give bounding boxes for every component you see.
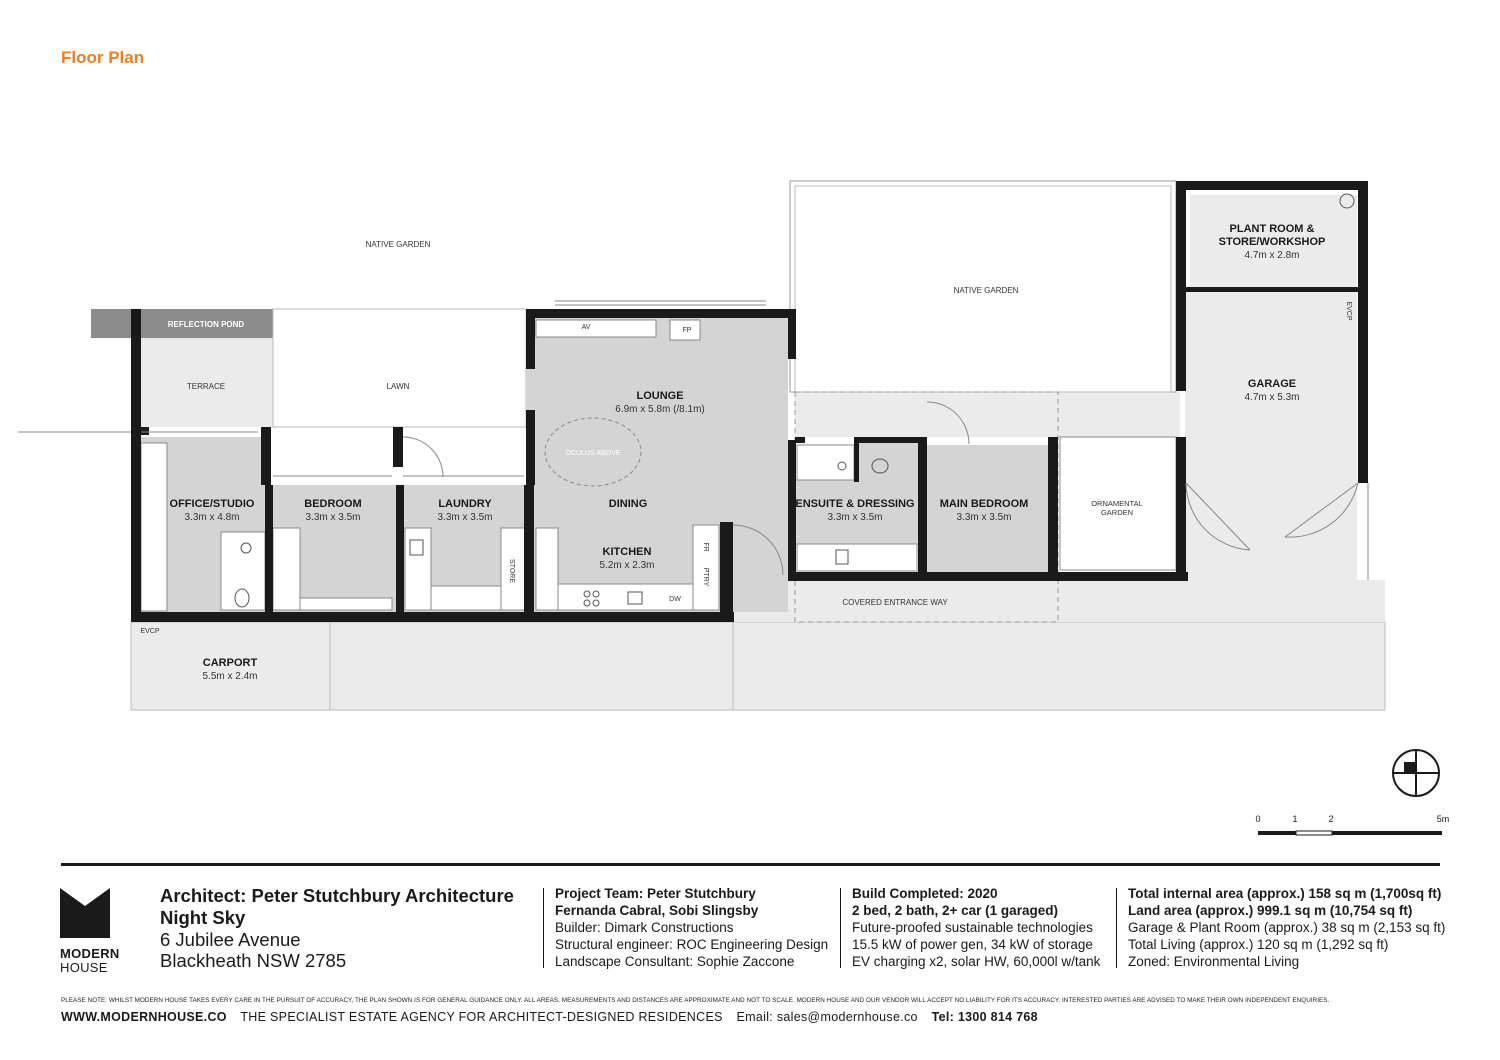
power-line: 15.5 kW of power gen, 34 kW of storage xyxy=(852,937,1093,952)
project-team-names: Fernanda Cabral, Sobi Slingsby xyxy=(555,903,759,918)
architect-line: Architect: Peter Stutchbury Architecture xyxy=(160,885,514,906)
footer-bar xyxy=(61,1010,1048,1024)
ensuite-vanity xyxy=(797,544,917,571)
entry-passage xyxy=(795,392,1180,437)
logo-line-1: MODERN xyxy=(60,946,120,961)
website-link[interactable]: WWW.MODERNHOUSE.CO xyxy=(61,1010,227,1024)
plant-room-dims: 4.7m x 2.8m xyxy=(1244,250,1300,261)
av-unit xyxy=(536,320,656,337)
office-joinery xyxy=(141,443,167,611)
land-area-line: Land area (approx.) 999.1 sq m (10,754 sq ft) xyxy=(1128,903,1413,918)
ornamental-label-2: GARDEN xyxy=(1100,508,1134,517)
bedroom-name: BEDROOM xyxy=(304,498,362,510)
build-info xyxy=(852,885,1100,970)
av-label: AV xyxy=(581,324,591,331)
office-dims: 3.3m x 4.8m xyxy=(184,512,240,523)
living-area-line: Total Living (approx.) 120 sq m (1,292 sq ft) xyxy=(1128,937,1389,952)
logo-line-2: HOUSE xyxy=(60,960,108,975)
main-bedroom-name: MAIN BEDROOM xyxy=(939,498,1029,510)
covered-entrance-area xyxy=(733,580,1385,622)
internal-area-line: Total internal area (approx.) 158 sq m (1,700sq ft) xyxy=(1128,886,1442,901)
sustainable-line: Future-proofed sustainable technologies xyxy=(852,920,1093,935)
laundry-bench-base xyxy=(431,586,501,610)
scale-tick-2: 2 xyxy=(1328,814,1334,824)
native-garden-right-label: NATIVE GARDEN xyxy=(953,286,1019,295)
zoning-line: Zoned: Environmental Living xyxy=(1128,954,1300,969)
bedroom-dims: 3.3m x 3.5m xyxy=(305,512,361,523)
disclaimer: PLEASE NOTE: WHILST MODERN HOUSE TAKES EVERY CARE IN THE PURSUIT OF ACCURACY, THE PLAN SHOWN IS FOR GENERAL GUIDANCE ONLY. ALL AREAS, MEASUREMENTS AND DISTANCES ARE APPROXIMATE AND NOT TO SCALE. MODERN HOUSE AND OUR VENDOR WILL ACCEPT NO LIABILITY FOR ITS ACCURACY. INTERESTED PARTIES ARE ADVISED TO MAKE THEIR OWN INDEPENDENT ENQUIRIES. xyxy=(61,997,1330,1004)
carport-name: CARPORT xyxy=(202,657,258,669)
laundry-name: LAUNDRY xyxy=(438,498,492,510)
bedroom-shelf xyxy=(300,598,392,610)
evcp-garage-label: EVCP xyxy=(1345,301,1352,321)
kitchen-bench-left xyxy=(536,528,558,610)
property-info xyxy=(160,885,514,971)
address-line-2: Blackheath NSW 2785 xyxy=(160,950,347,971)
lounge-fill xyxy=(526,317,788,612)
carport-dims: 5.5m x 2.4m xyxy=(202,671,258,682)
phone-link[interactable]: Tel: 1300 814 768 xyxy=(931,1010,1038,1024)
carport-driveway-area xyxy=(131,622,1385,710)
kitchen-dims: 5.2m x 2.3m xyxy=(599,560,655,571)
house-name: Night Sky xyxy=(160,907,246,928)
garage-area-line: Garage & Plant Room (approx.) 38 sq m (2,153 sq ft) xyxy=(1128,920,1446,935)
oculus-label: OCULUS ABOVE xyxy=(565,450,621,457)
column-separator xyxy=(543,888,544,968)
covered-entrance-label: COVERED ENTRANCE WAY xyxy=(842,598,948,607)
area-info xyxy=(1128,885,1445,970)
dining-name: DINING xyxy=(608,498,648,510)
modern-house-logo xyxy=(60,888,130,975)
footer-rule xyxy=(61,863,1440,866)
engineer-line: Structural engineer: ROC Engineering Design xyxy=(555,937,829,952)
landscape-line: Landscape Consultant: Sophie Zaccone xyxy=(555,954,795,969)
north-compass-icon xyxy=(1393,750,1439,796)
native-garden-left-label: NATIVE GARDEN xyxy=(365,240,431,249)
laundry-dims: 3.3m x 3.5m xyxy=(437,512,493,523)
project-team-info xyxy=(555,885,828,970)
ev-line: EV charging x2, solar HW, 60,000l w/tank xyxy=(852,954,1101,969)
column-separator xyxy=(1116,888,1117,968)
garage-floor xyxy=(1185,290,1357,580)
plant-room-name: PLANT ROOM & xyxy=(1229,223,1315,235)
ensuite-name: ENSUITE & DRESSING xyxy=(795,498,915,510)
lounge-dims: 6.9m x 5.8m (/8.1m) xyxy=(615,404,705,415)
plant-room-name-2: STORE/WORKSHOP xyxy=(1218,236,1326,248)
fp-label: FP xyxy=(682,327,692,334)
fr-label: FR xyxy=(702,542,709,552)
builder-line: Builder: Dimark Constructions xyxy=(555,920,734,935)
bedroom-robe xyxy=(273,528,300,610)
lawn-area xyxy=(273,309,526,427)
lawn-label: LAWN xyxy=(386,382,410,391)
dw-label: DW xyxy=(669,596,681,603)
kitchen-name: KITCHEN xyxy=(602,546,652,558)
scale-tick-0: 0 xyxy=(1255,814,1261,824)
office-name: OFFICE/STUDIO xyxy=(169,498,255,510)
lounge-name: LOUNGE xyxy=(636,390,684,402)
ornamental-label: ORNAMENTAL xyxy=(1091,499,1143,508)
wc-fill xyxy=(858,443,918,483)
page-title: Floor Plan xyxy=(61,48,145,67)
column-separator xyxy=(840,888,841,968)
reflection-pond-label: REFLECTION POND xyxy=(167,320,245,329)
ptry-label: PTRY xyxy=(702,567,709,587)
email-link[interactable]: Email: sales@modernhouse.co xyxy=(736,1010,918,1024)
m-logo-icon xyxy=(60,888,110,938)
ensuite-dims: 3.3m x 3.5m xyxy=(827,512,883,523)
main-bedroom-dims: 3.3m x 3.5m xyxy=(956,512,1012,523)
terrace-label: TERRACE xyxy=(186,382,226,391)
address-line-1: 6 Jubilee Avenue xyxy=(160,929,301,950)
garage-name: GARAGE xyxy=(1247,378,1297,390)
tagline: THE SPECIALIST ESTATE AGENCY FOR ARCHITECT-DESIGNED RESIDENCES xyxy=(240,1010,723,1024)
store-label: STORE xyxy=(508,559,515,583)
scale-tick-5: 5m xyxy=(1436,814,1450,824)
garage-dims: 4.7m x 5.3m xyxy=(1244,392,1300,403)
scale-bar xyxy=(1258,831,1442,835)
evcp-carport-label: EVCP xyxy=(140,628,160,635)
scale-tick-1: 1 xyxy=(1292,814,1298,824)
shower xyxy=(797,445,854,480)
terrace-area xyxy=(140,335,273,427)
build-completed-line: Build Completed: 2020 xyxy=(852,886,998,901)
project-team-line: Project Team: Peter Stutchbury xyxy=(555,886,756,901)
bed-bath-line: 2 bed, 2 bath, 2+ car (1 garaged) xyxy=(852,903,1058,918)
